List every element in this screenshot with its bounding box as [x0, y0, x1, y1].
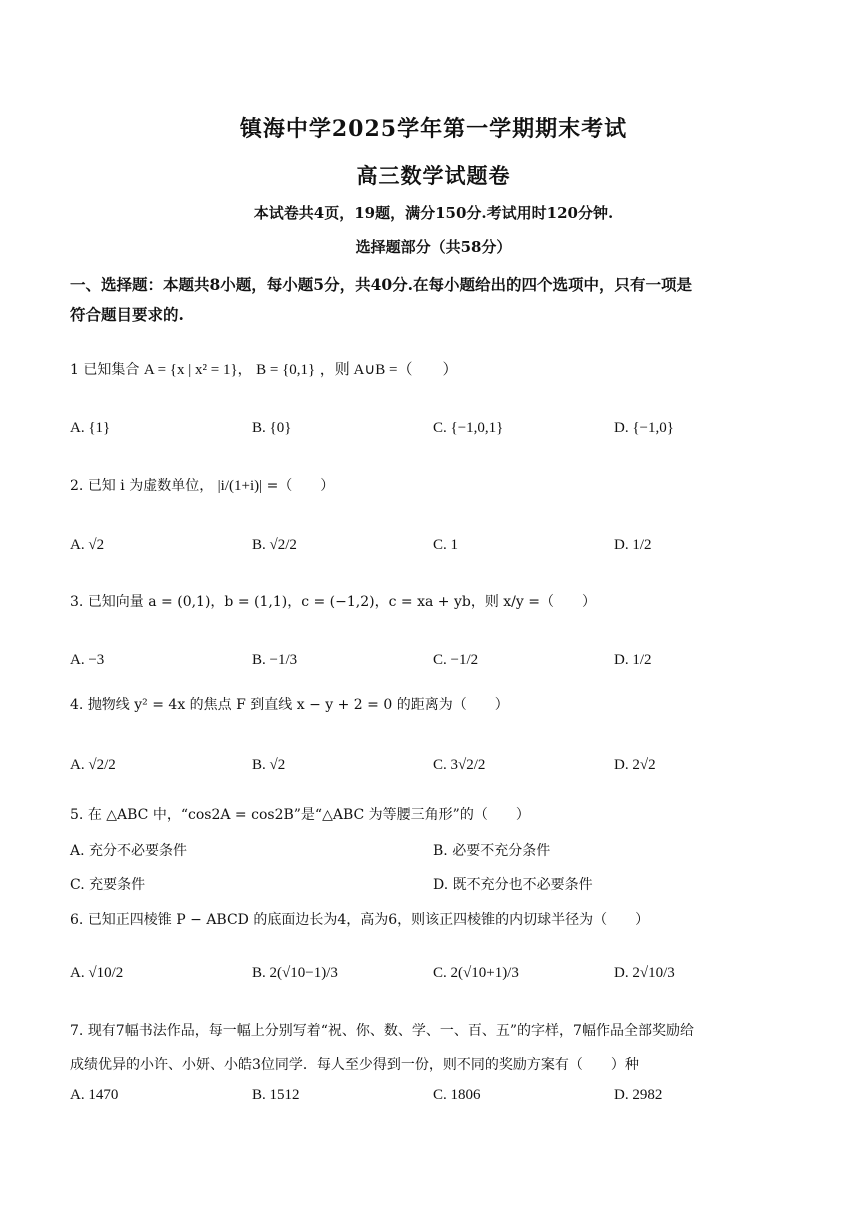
question-stem-post: ，则 A∪B =（ ）: [319, 362, 458, 378]
option-d[interactable]: D. 2√10/3: [614, 965, 675, 981]
question-number: 5.: [70, 807, 84, 823]
exam-title: 镇海中学2025学年第一学期期末考试: [239, 116, 628, 142]
question-4: [70, 695, 810, 715]
question-stem-line2: 成绩优异的小许、小妍、小皓3位同学．每人至少得到一份，则不同的奖励方案有（ ）种: [70, 1057, 639, 1073]
option-c[interactable]: C. 3√2/2: [433, 757, 486, 773]
option-a[interactable]: A. √10/2: [70, 965, 124, 981]
option-d[interactable]: D. 2982: [614, 1087, 663, 1103]
question-5: [70, 805, 810, 825]
option-c[interactable]: C. 充要条件: [70, 877, 146, 893]
question-number: 2.: [70, 478, 84, 494]
option-a[interactable]: A. 1470: [70, 1087, 119, 1103]
question-1: 1 已知集合 A = {x | x² = 1}， B = {0,1} ，则 A∪B =（ ）: [70, 362, 458, 378]
option-d[interactable]: D. {−1,0}: [614, 420, 674, 436]
option-c[interactable]: C. {−1,0,1}: [433, 420, 504, 436]
option-a[interactable]: A. √2/2: [70, 757, 116, 773]
question-6: [70, 910, 810, 930]
option-d[interactable]: D. 2√2: [614, 757, 656, 773]
option-b[interactable]: B. 必要不充分条件: [433, 843, 551, 859]
question-number: 1: [70, 362, 79, 378]
section-heading: [70, 270, 810, 330]
option-b[interactable]: B. {0}: [252, 420, 292, 436]
option-c[interactable]: C. 2(√10+1)/3: [433, 965, 519, 981]
question-number: 6.: [70, 912, 84, 928]
question-stem-post: =（ ）: [266, 478, 335, 494]
option-b[interactable]: B. √2: [252, 757, 286, 773]
option-b[interactable]: B. −1/3: [252, 652, 298, 668]
question-stem-pre: 已知集合: [83, 362, 140, 378]
question-stem: 在 △ABC 中，“cos2A = cos2B”是“△ABC 为等腰三角形”的（ ）: [87, 807, 530, 823]
exam-subtitle: 高三数学试题卷: [356, 163, 511, 188]
option-a[interactable]: A. √2: [70, 537, 105, 553]
option-b[interactable]: B. √2/2: [252, 537, 297, 553]
section-heading-line1: 一、选择题：本题共8小题，每小题5分，共40分.在每小题给出的四个选项中，只有一项是: [70, 275, 693, 294]
section-heading-line2: 符合题目要求的.: [70, 305, 184, 324]
set-b: B = {0,1}: [256, 362, 316, 378]
question-stem: 抛物线 y² = 4x 的焦点 F 到直线 x − y + 2 = 0 的距离为（ ）: [87, 697, 509, 713]
question-stem: 已知正四棱锥 P − ABCD 的底面边长为4，高为6，则该正四棱锥的内切球半径为（ ）: [87, 912, 650, 928]
set-a: A = {x | x² = 1}: [143, 362, 238, 378]
question-number: 7.: [70, 1023, 84, 1039]
option-c[interactable]: C. −1/2: [433, 652, 479, 668]
option-d[interactable]: D. 既不充分也不必要条件: [433, 877, 593, 893]
option-d[interactable]: D. 1/2: [614, 652, 652, 668]
option-a[interactable]: A. {1}: [70, 420, 111, 436]
question-stem: 已知向量 a = (0,1)，b = (1,1)，c = (−1,2)，c = xa + yb，则 x/y =（ ）: [87, 594, 596, 610]
option-c[interactable]: C. 1806: [433, 1087, 481, 1103]
question-2: [70, 476, 810, 496]
option-a[interactable]: A. −3: [70, 652, 105, 668]
option-b[interactable]: B. 1512: [252, 1087, 300, 1103]
question-number: 3.: [70, 594, 84, 610]
question-number: 4.: [70, 697, 84, 713]
abs-expression: |i/(1+i)|: [217, 478, 263, 494]
option-b[interactable]: B. 2(√10−1)/3: [252, 965, 338, 981]
question-stem-pre: 已知 i 为虚数单位，: [87, 478, 214, 494]
exam-info: 本试卷共4页，19题，满分150分.考试用时120分钟.: [253, 204, 614, 222]
option-d[interactable]: D. 1/2: [614, 537, 652, 553]
option-c[interactable]: C. 1: [433, 537, 459, 553]
question-stem-line1: 现有7幅书法作品，每一幅上分别写着“祝、你、数、学、一、百、五”的字样，7幅作品全部奖励给: [87, 1023, 694, 1039]
question-7: [70, 1014, 810, 1082]
option-a[interactable]: A. 充分不必要条件: [70, 843, 188, 859]
part-heading: 选择题部分（共58分）: [355, 238, 512, 256]
question-3: [70, 592, 810, 612]
